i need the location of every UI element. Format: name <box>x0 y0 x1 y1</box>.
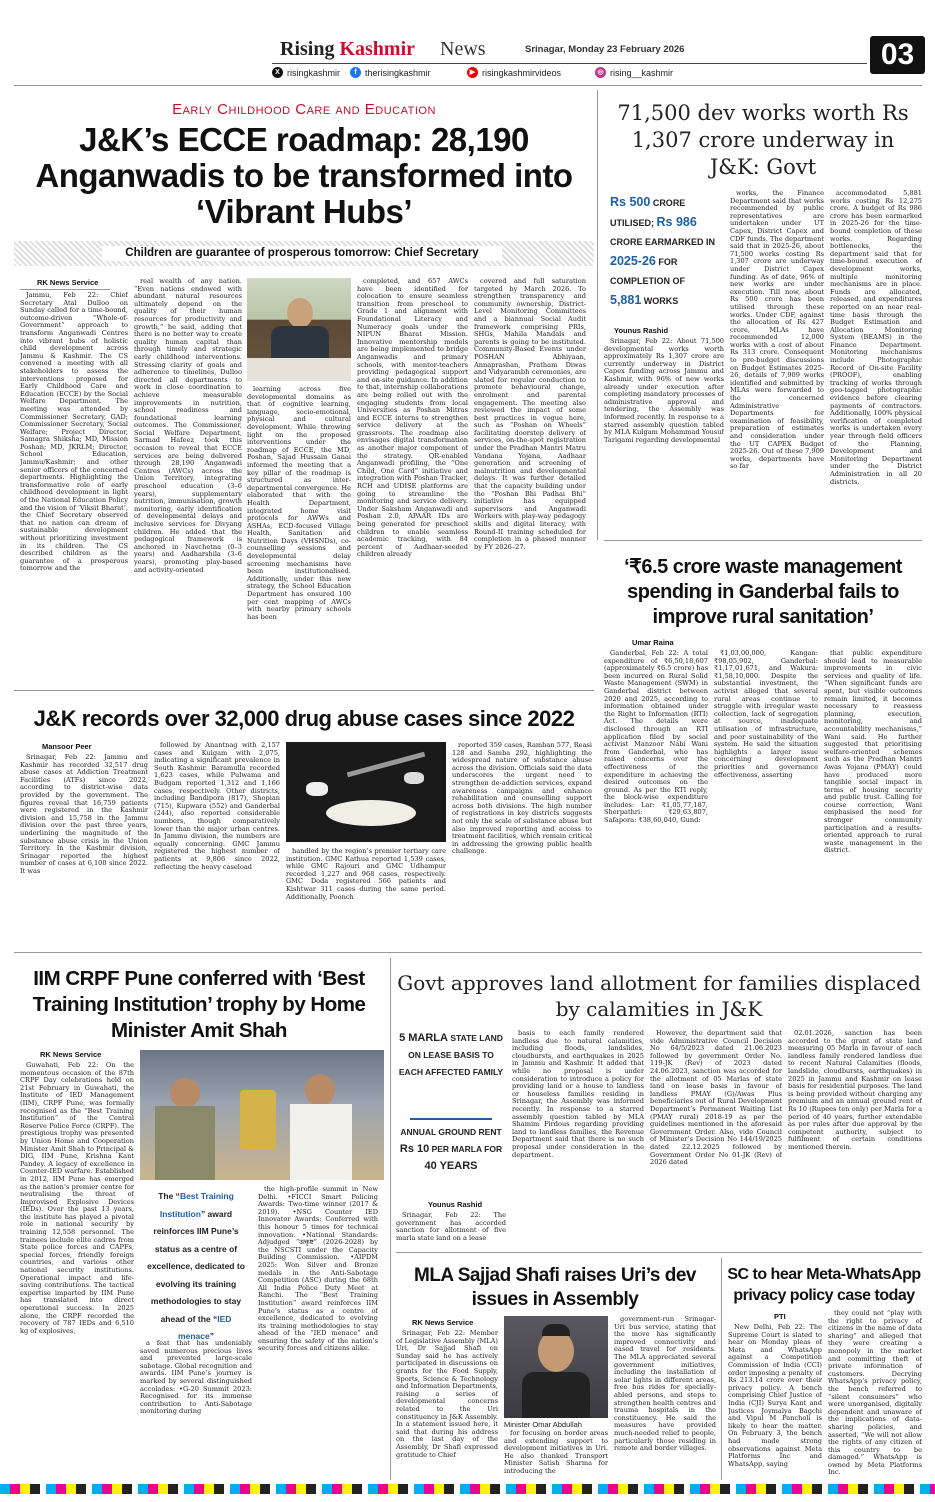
sc-col-1 <box>728 1324 822 1480</box>
header-rule <box>272 63 867 64</box>
body-text: 02.01.2026, sanction has been accorded to the grant of state land measuring 05 Marla in favour of each landless family rendered landless due to recent Natural Calamities (floods, landslide, cloudbursts, earthquakes) in 2025 in Jammu and Kashmir on lease basis for residential purposes. The land is being provided without charging any premium and an annual ground rent of Rs 10 (Rupees ten only) per Marla for a period of 40 years, further extendable as per rules after due approval by the competent authority, subject to fulfilment of certain conditions mentioned therein. <box>788 1030 922 1151</box>
body-text: works, the Finance Department said that works recommended by public representatives are undertaken under UT Capex, District Capex and CDF funds. The department said that in 2025-26, about 71,500 works costing Rs 1,307 crore are underway under District Capex funding. As of date, 96% of new works are under execution. Till now, about Rs 500 crore has been utilised through these works. Under CDF, against the allocation of Rs 427 crore, MLAs have recommended 12,000 works with a cost of about Rs 313 crore. Consequent to pre-budget discussions on Budget Estimates 2025-26, details of 7,909 works identified and submitted by MLAs were forwarded to the concerned Administrative Departments for examination of feasibility, preparation of estimates and consideration under the UT CAPEX Budget 2025-26. Out of these 7,909 works, departments have so far <box>730 190 824 471</box>
body-text: completed, and 657 AWCs have been identified for colocation to ensure seamless transition from preschool to Grade 1 and alignment with Foundational Literacy and Numeracy goals under the NIPUN Bharat Mission. Innovative mentorship models are being implemented to bridge Anganwadis and primary schools, with mentor-teachers providing pedagogical support and on-site guidance. In addition to that, internship collaborations are being rolled out with the engaging students from local Universities as Poshan Mitras and ECCE interns to strengthen service delivery at the grassroots. The roadmap also envisages digital transformation as another major component of the strategy. QR-enabled Anganwadi profiling, the “One Child, One Card” initiative and integration with Poshan Tracker, RCH and UDISE platforms are going to streamline the monitoring and service delivery. Under Saksham Anganwadi and Poshan 2.0, APAAR IDs are being generated for preschool children to enable seamless academic tracking, with 84 percent of Aadhaar-seeded children already <box>357 278 468 559</box>
body-text: reported 359 cases, Ramban 577, Reasi 128 and Samba 292, highlighting the widespread nature of substance abuse across the division. Officials said the data underscores the urgent need to strengthen de-addiction services, expand awareness campaigns and enhance rehabilitation and counselling support across both divisions. The high number of registrations in key districts suggests not only the scale of substance abuse but also improved reporting and access to treatment facilities, which remain critical in addressing the growing public health challenge. <box>452 742 592 856</box>
pill <box>306 782 328 796</box>
ecce-col-2 <box>134 278 242 682</box>
rule <box>721 1258 722 1480</box>
ecce-headline: J&K’s ECCE roadmap: 28,190 Anganwadis to be transformed into ‘Vibrant Hubs’ <box>35 121 573 230</box>
drug-headline: J&K records over 32,000 drug abuse cases since 2022 <box>33 706 575 731</box>
uri-headline: MLA Sajjad Shafi raises Uri’s dev issues in Assembly <box>414 1265 696 1310</box>
body-text: basis to each family rendered landless due to natural calamities, including floods, landslides, cloudbursts, and earthquakes in 2025 in Jammu and Kashmir. It added that while no proposal is under consideration to introduce a policy for providing land or a house to landless or houseless families residing in Srinagar, the Assembly was informed recently. In response to a starred assembly question tabled by MLA Shamim Firdous regarding providing land to landless families, the Revenue Department said that there is no such proposal under consideration in the department. <box>512 1030 644 1159</box>
body-text: Srinagar, Feb 22: The government has accorded sanction for allotment of five marla state land on a lease <box>396 1212 506 1242</box>
dev-col-2 <box>730 190 824 520</box>
land-factbox-1 <box>396 1030 506 1114</box>
print-color-bar <box>0 1484 935 1494</box>
ganderbal-headline: ‘₹6.5 crore waste management spending in Ganderbal fails to improve rural sanitation’ <box>624 556 902 628</box>
page-number: 03 <box>870 36 925 74</box>
dev-byline: Younus Rashid <box>614 326 669 335</box>
ganderbal-byline: Umar Raina <box>632 638 674 647</box>
fact-text: The “ <box>158 1191 180 1201</box>
fact-text: PER MARLA FOR <box>429 1144 503 1154</box>
body-text: real wealth of any nation. “Even nations endowed with abundant natural resources ultimately depend on the quality of their human resources for productivity and growth,” he said, adding that there is no better way to create quality human capital than through timely and strategic early childhood interventions. Stressing clarity of goals and adherence to timelines, Dulloo directed all departments to work in close coordination to achieve measurable improvements in nutrition, school readiness and foundational learning outcomes. The Commissioner, Social Welfare Department, Sarmad Hafeez took this occasion to reveal that ECCE services are being delivered through 28,190 Anganwadi Centres (AWCs) across the Union Territory, integrating preschool education (3–6 years), supplementary nutrition, immunisation, growth monitoring, early identification of developmental delays and inclusive services for Divyang children. He added that the pedagogical framework is anchored in Navchetna (0–3 years) and Aadharshila (3–6 years), promoting play-based and activity-oriented <box>134 278 242 574</box>
crpf-col-2 <box>140 1340 252 1480</box>
rule <box>14 690 594 691</box>
fact-value: 5,881 <box>610 293 642 307</box>
ecce-col-5 <box>474 278 586 682</box>
ecce-col-3 <box>247 386 351 682</box>
photo-caption: Minister Omar Abdullah <box>504 1420 582 1429</box>
ganderbal-col-2 <box>714 650 818 944</box>
sc-headline: SC to hear Meta-WhatsApp privacy policy case today <box>727 1266 921 1304</box>
ganderbal-col-3 <box>824 650 922 944</box>
brand-kashmir: Kashmir <box>339 38 416 60</box>
land-col-2 <box>512 1030 644 1244</box>
fact-text: STATE LAND ON LEASE BASIS TO EACH AFFECTED FAMILY <box>398 1033 504 1077</box>
fact-value: 5 MARLA <box>399 1032 448 1044</box>
body-text: Srinagar, Feb 22: Jammu and Kashmir has recorded 32,517 drug abuse cases at Addiction Treatment Facilities (ATFs) since 2022, according to district-wise data provided by the government. The figures reveal that 16,759 patients were registered in the Kashmir division and 15,758 in the Jammu division over the past three years, underlining the magnitude of the substance abuse crisis in the Union Territory. In the Kashmir division, Srinagar reported the highest number of cases at 6,100 since 2022. It was <box>20 754 148 875</box>
powder-pile <box>326 800 416 826</box>
person-head <box>538 1330 574 1372</box>
drug-col-1 <box>20 754 148 944</box>
land-col-4 <box>788 1030 922 1244</box>
body-text: for focusing on border areas and extending support to development initiatives in Uri. He also thanked Transport Minister Satish Sharma for introducing the <box>504 1430 608 1475</box>
body-text: they could not “play with the right to privacy of citizens in the name of data sharing” and alleged that they were creating a monopoly in the market and committing theft of private information of customers. Decrying WhatsApp’s privacy policy, the bench referred to “silent consumers” who were unorganised, digitally dependent and unaware of the implications of data-sharing policies, and asserted, “We will not allow the rights of any citizen of this country to be damaged.” WhatsApp is owned by Meta Platforms Inc. <box>828 1310 922 1477</box>
brand-logo <box>280 38 415 61</box>
fact-text: CRORE UTILISED; <box>610 198 686 228</box>
fact-value: 40 YEARS <box>424 1160 478 1172</box>
rule <box>410 1118 492 1120</box>
body-text: New Delhi, Feb 22: The Supreme Court is slated to hear on Monday pleas of Meta and WhatsApp against a Competition Commission of India (CCI) order imposing a penalty of Rs 213.14 crore over their privacy policy. A bench comprising Chief Justice of India (CJI) Surya Kant and Justices Joymalya Bagchi and Vipul M Pancholi is likely to hear the matter. On February 3, the bench had made strong observations against Meta Platforms Inc and WhatsApp, saying <box>728 1324 822 1468</box>
dev-col-3 <box>830 190 922 520</box>
award-photo <box>140 1050 384 1180</box>
brand-rising: Rising <box>280 38 335 60</box>
uri-byline: RK News Service <box>412 1318 474 1327</box>
social-x[interactable] <box>272 67 340 78</box>
body-text: handled by the region’s premier tertiary care institution. GMC Kathua reported 1,539 cases, while GMC Rajouri and GMC Udhampur recorded 1,227 and 968 cases, respectively. GMC Doda registered 566 patients and Kishtwar 311 cases during the same period. Additionally, Poonch <box>286 848 446 901</box>
social-youtube[interactable] <box>467 67 561 78</box>
person-head <box>170 1078 200 1108</box>
mla-photo-caption-area <box>504 1420 608 1429</box>
dev-col-1 <box>604 338 724 520</box>
minister-attire <box>290 1104 352 1180</box>
body-text: a feat that has undeniably saved numerous precious lives and prevented large-scale sabotage. Global recognition and awards. IIM Pune’s journey is marked by several distinguished accolades: •G-20 Summit 2023: Recognised for its immense contribution to Anti-Sabotage monitoring during <box>140 1340 252 1416</box>
officer-uniform <box>155 1106 215 1180</box>
fact-value: Rs 500 <box>610 195 651 209</box>
body-text: accommodated 5,881 works costing Rs 12,275 crore. A budget of Rs 986 crore has been earmarked in 2025-26 for the time-bound completion of these works. Regarding bottlenecks, the department said that for time-bound execution of development works, multiple monitoring mechanisms are in place. Funds are allocated, released, and expenditures reported on an near real-time basis through the Budget Estimation and Allocation Monitoring System (BEAMS) in the Finance Department. Monitoring mechanisms include Photographic Record of On-site Facility (PROOF), enabling tracking of works through geo-tagged photographic evidence before clearing payments of contractors. Additionally, 100% physical verification of completed works is undertaken every year through field officers of the Planning, Development and Monitoring Department under the District Administration in all 20 districts. <box>830 190 922 486</box>
edition-date: Srinagar, Monday 23 February 2026 <box>525 44 685 55</box>
social-handle: rising__kashmir <box>610 67 674 78</box>
social-handle: risingkashmirvideos <box>482 67 562 78</box>
drug-photo <box>286 742 446 842</box>
body-text: Jammu, Feb 22: Chief Secretary Atal Dulloo on Sunday called for a time-bound, outcome-driven “Whole-of-Government” approach to transform Anganwadi Centres into vibrant hubs of holistic child development across Jammu & Kashmir. The CS convened a meeting with all stakeholders to assess the interventions proposed for Early Childhood Care and Education (ECCE) by the Social Welfare Department. The meeting was attended by Commissioner Secretary, GAD; Commissioner Secretary, Social Welfare; Project Director, Samagra Shiksha; MD, Mission Poshan; MD, JKRLM; Director, School Education, Jammu/Kashmir; and other senior officers of the concerned departments. Highlighting the transformative role of early childhood development in light of the National Education Policy and the vision of ‘Viksit Bharat’, the Chief Secretary observed that no nation can dream of sustainable development without prioritizing investment in its children. The CS described children as the guarantee of a prosperous tomorrow and the <box>20 292 128 573</box>
x-icon: X <box>272 67 283 78</box>
crpf-byline: RK News Service <box>40 1050 102 1059</box>
fact-text: FOR COMPLETION OF <box>610 257 685 286</box>
person-head <box>305 1074 335 1106</box>
fact-text: CRORE EARMARKED IN <box>610 237 716 247</box>
body-text: covered and full saturation targeted by March 2026. To strengthen transparency and community ownership, District-Level Monitoring Committees and a biannual Social Audit framework comprising PRIs, SHGs, Mahila Mandals and parents is going to be instituted. Community-Based Events under POSHAN Abhiyaan, Annaprashan, Pratham Diwas and Vidyarambh ceremonies, are slated for regular conduction to promote behavioural change, enrolment and parental engagement. The meeting also reviewed the impact of some best practices in vogue here, such as “Poshan on Wheels” facilitating doorstep delivery of services, on-the-spot registration under the Pradhan Mantri Matru Vandana Yojana, Aadhaar generation and screening of malnutrition and developmental delays. It was further detailed that the capacity building under the “Poshan Bhi Padhai Bhi” initiative has equipped supervisors and Anganwadi Workers with play-way pedagogy skills and digital literacy, with Round-II training scheduled for completion in a phased manner by FY 2026–27. <box>474 278 586 551</box>
drug-col-2 <box>154 742 280 944</box>
uri-col-2 <box>504 1430 608 1480</box>
drug-byline: Mansoor Peer <box>42 742 92 751</box>
subhead-attribution: Chief Secretary <box>394 247 479 259</box>
fact-value: Rs 10 <box>399 1143 430 1155</box>
body-text: the high-profile summit in New Delhi. •FICCI Smart Policing Awards: Two-time winner (2017 & 2019). •NSG Counter IED Innovator Awards: Conferred with this honour 5 times for technical innovation. •National Standards: Adjudged “उत्कृष्ट” (2026-2028) by the NSCSTI under the Capacity Building Commission. •AIPDM 2025: Won Silver and Bronze medals in the Anti-Sabotage Competition (ASC) during the 68th All India Police Duty Meet at Ranchi. The “Best Training Institution” award reinforces IIM Pune’s status as a centre of excellence, dedicated to evolving its training methodologies to stay ahead of the “IED menace” and ensuring the safety of the nation’s security forces and citizens alike. <box>258 1186 378 1353</box>
youtube-icon: ▶ <box>467 67 478 78</box>
fact-text: ” award reinforces IIM Pune’s status as a centre of excellence, dedicated to evolving its training methodologies to stay ahead of the “ <box>147 1208 245 1324</box>
body-text: government-run Srinagar-Uri bus service, stating that the move has significantly improved connectivity and eased travel for residents. The MLA appreciated several government initiatives, including the installation of solar lights in different areas, free bus rides for specially-abled persons, and steps to strengthen health centres and trauma hospitals in the constituency. He said the measures have provided much-needed relief to people, particularly those residing in remote and border villages. <box>614 1316 716 1453</box>
land-headline: Govt approves land allotment for families displaced by calamities in J&K <box>397 971 921 1021</box>
body-text: ₹1,03,00,000, Kangan: ₹98,05,902, Ganderbal: ₹1,17,01,671, and Wakura: ₹1,58,10,000. Despite the substantial investment, the activist alleged that several rural areas continue to struggle with irregular waste collection, lack of segregation at source, inadequate utilisation of infrastructure, and poor sustainability of the system. He said the situation highlights a larger issue concerning development priorities and governance effectiveness, asserting <box>714 650 818 779</box>
social-facebook[interactable] <box>350 67 431 78</box>
body-text: followed by Anantnag with 2,157 cases and Kulgam with 2,075, indicating a significant prevalence in South Kashmir. Baramulla recorded 1,623 cases, while Pulwama and Budgam reported 1,312 and 1,166 cases, respectively. Other districts, including Bandipora (817), Shopian (715), Kupwara (552) and Ganderbal (244), also reported considerable numbers, though comparatively lower than the major urban centres. In Jammu division, the numbers are equally concerning. GMC Jammu registered the highest number of patients at 9,806 since 2022, reflecting the heavy caseload <box>154 742 280 871</box>
ecce-subhead <box>102 246 502 261</box>
facebook-icon: f <box>350 67 361 78</box>
rule <box>604 540 922 541</box>
section-title: News <box>440 38 486 60</box>
ecce-col-4 <box>357 278 468 682</box>
land-byline: Younus Rashid <box>428 1200 483 1209</box>
dev-headline: 71,500 dev works worth Rs 1,307 crore underway in J&K: Govt <box>617 101 909 179</box>
rule <box>14 952 922 953</box>
ecce-col-1 <box>20 292 128 682</box>
crpf-col-3 <box>258 1186 378 1480</box>
fact-text: ANNUAL GROUND RENT <box>400 1127 502 1137</box>
fact-value: IED menace <box>178 1313 232 1341</box>
land-col-1 <box>396 1212 506 1244</box>
rule <box>396 1252 922 1253</box>
fact-value: Rs 986 <box>656 215 697 229</box>
desk <box>247 358 351 381</box>
fact-text: ” <box>209 1331 214 1341</box>
ecce-kicker: Early Childhood Care and Education <box>172 101 436 118</box>
trophy <box>240 1090 276 1150</box>
social-handle: therisingkashmir <box>365 67 431 78</box>
fact-text: WORKS <box>641 296 679 306</box>
rule <box>597 90 598 540</box>
crpf-headline: IIM CRPF Pune conferred with ‘Best Training Institution’ trophy by Home Minister Amit Shah <box>32 967 366 1042</box>
rule <box>14 85 922 86</box>
dev-factbox <box>604 190 724 318</box>
social-handle: risingkashmir <box>287 67 341 78</box>
person-head <box>287 298 313 328</box>
ecce-byline: RK News Service <box>37 278 99 287</box>
uri-col-1 <box>396 1330 498 1480</box>
instagram-icon: ◎ <box>595 67 606 78</box>
sc-byline: PTI <box>774 1312 786 1321</box>
body-text: that public expenditure should lead to measurable improvements in civic services and quality of life. “When significant funds are spent, but visible outcomes remain limited, it becomes necessary to reassess planning, execution, monitoring, and accountability mechanisms,” Wani said. He further suggested that prioritising welfare-oriented schemes such as the Pradhan Mantri Awas Yojana (PMAY) could have produced more tangible social impact in terms of housing security and public trust. Calling for course correction, Wani emphasised the need for stronger community participation and a results-oriented approach to rural waste management in the district. <box>824 650 922 855</box>
social-instagram[interactable] <box>595 67 673 78</box>
pill <box>404 772 424 784</box>
subhead-text: Children are guarantee of prosperous tomorrow: <box>125 247 395 259</box>
person-hair <box>542 1324 570 1336</box>
fact-value: Best Training Institution <box>159 1191 234 1219</box>
body-text: Srinagar, Feb 22: Member of Legislative Assembly (MLA) Uri, Dr Sajjad Shafi on Sunday said he has actively participated in discussions on grants for the Food Supply, Sports, Science & Technology and Information Departments, raising a series of developmental concerns related to the Uri constituency in J&K Assembly. In a statement issued here, it said that during his address on the last day of the Assembly, Dr Shafi expressed gratitude to Chief <box>396 1330 498 1459</box>
chief-secretary-photo <box>247 278 351 381</box>
body-text: Ganderbal, Feb 22: A total expenditure of ₹6,50,18,607 (approximately ₹6.5 crore) has been incurred on Rural Solid Waste Management (SWM) in Ganderbal district between 2020 and 2025, according to information obtained under the Right to Information (RTI) Act. The details were disclosed through an RTI application filed by social activist Manzoor Nabi Wani from Ganderbal, who has raised concerns over the effectiveness of the expenditure in achieving the desired outcomes on the ground. As per the RTI reply, the block-wise expenditure includes: Lar: ₹1,05,77,187, Sherpathri: ₹29,63,807, Safapora: ₹38,60,040, Gund: <box>604 650 708 825</box>
drug-col-3 <box>286 848 446 944</box>
rule <box>390 958 391 1480</box>
drug-col-4 <box>452 742 592 944</box>
body-text: Srinagar, Feb 22: About 71,500 developmental works worth approximately Rs 1,307 crore are currently underway in District Capex funding across Jammu and Kashmir, with 96% of new works already under execution after completing mandatory processes of administrative approval and tendering, the Assembly was informed recently. In response to a starred assembly question tabled by MLA Kulgam Mohammad Yousuf Tarigami regarding developmental <box>604 338 724 444</box>
land-col-3 <box>650 1030 782 1244</box>
land-factbox-2 <box>396 1124 506 1194</box>
crpf-factbox <box>140 1186 252 1341</box>
body-text: learning across five developmental domains as that of cognitive learning, language, socio-emotional, physical and cultural development. While throwing light on the proposed interventions under the roadmap of ECCE, the MD, Poshan, Sajad Hussain Ganai informed the meeting that a key pillar of the roadmap is structured as inter-departmental convergence. He elaborated that with the Health Department, integrated home visit protocols for AWWs and ASHAs, ECD-focused Village Health, Sanitation and Nutrition Days (VHSNDs), co-counselling sessions and developmental delay screening mechanisms have been institutionalised. Additionally, under this new strategy, the School Education Department has ensured 100 per cent mapping of AWCs with nearby primary schools has been <box>247 386 351 621</box>
sc-col-2 <box>828 1310 922 1480</box>
uri-col-3 <box>614 1316 716 1480</box>
person-suit <box>522 1372 590 1418</box>
ganderbal-col-1 <box>604 650 708 944</box>
body-text: Guwahati, Feb 22: On the momentous occasion of the 87th CRPF Day celebrations held on 21st February in Guwahati, the Institute of IED Management (IIM), CRPF Pune, was formally recognised as the “Best Training Institution” of the Central Reserve Police Force (CRPF). The prestigious trophy was presented by Union Home and Cooperation Minister Amit Shah to Principal & DIG, IIM Pune, Krishna Kant Pandey. A legacy of excellence in Counter-IED warfare. Established in 2012, IIM Pune has emerged as the nation’s premier centre for neutralising the threat of Improvised Explosive Devices (IEDs). Over the past 13 years, the institute has played a pivotal role in national security by training 12,558 personnel. The trainees include elite cadres from State police forces and CAPFs, special forces, friendly foreign countries, and various other national security institutions. Operational impact and life-saving contributions. The tactical expertise imparted by IIM Pune has translated into direct operational success. In 2025 alone, the CRPF recorded the recovery of 787 IEDs and 6,510 kg of explosives, <box>20 1062 134 1335</box>
fact-value: 2025-26 <box>610 254 656 268</box>
mla-photo <box>504 1316 608 1418</box>
body-text: However, the department said that vide Administrative Council Decision No 64/5/2023 dated 21.06.2023 followed by government Order No. 119-JK (Rev) of 2023 dated 24.06.2023, sanction was accorded for the allotment of 05 Marlas of state land on lease basis in favour of landless PMAY (G)/Awas Plus beneficiaries out of Rural Development Department’s Permanent Waiting List (PMAY rural) 2018-19 as per the guidelines mentioned in the aforesaid Government Order. Also, vide Council of Minister’s Decision No 144/19/2025 dated 22.12.2025 followed by Government Order No 01-JK (Rev) of 2026 dated <box>650 1030 782 1167</box>
rule <box>20 289 110 290</box>
crpf-col-1 <box>20 1062 134 1480</box>
